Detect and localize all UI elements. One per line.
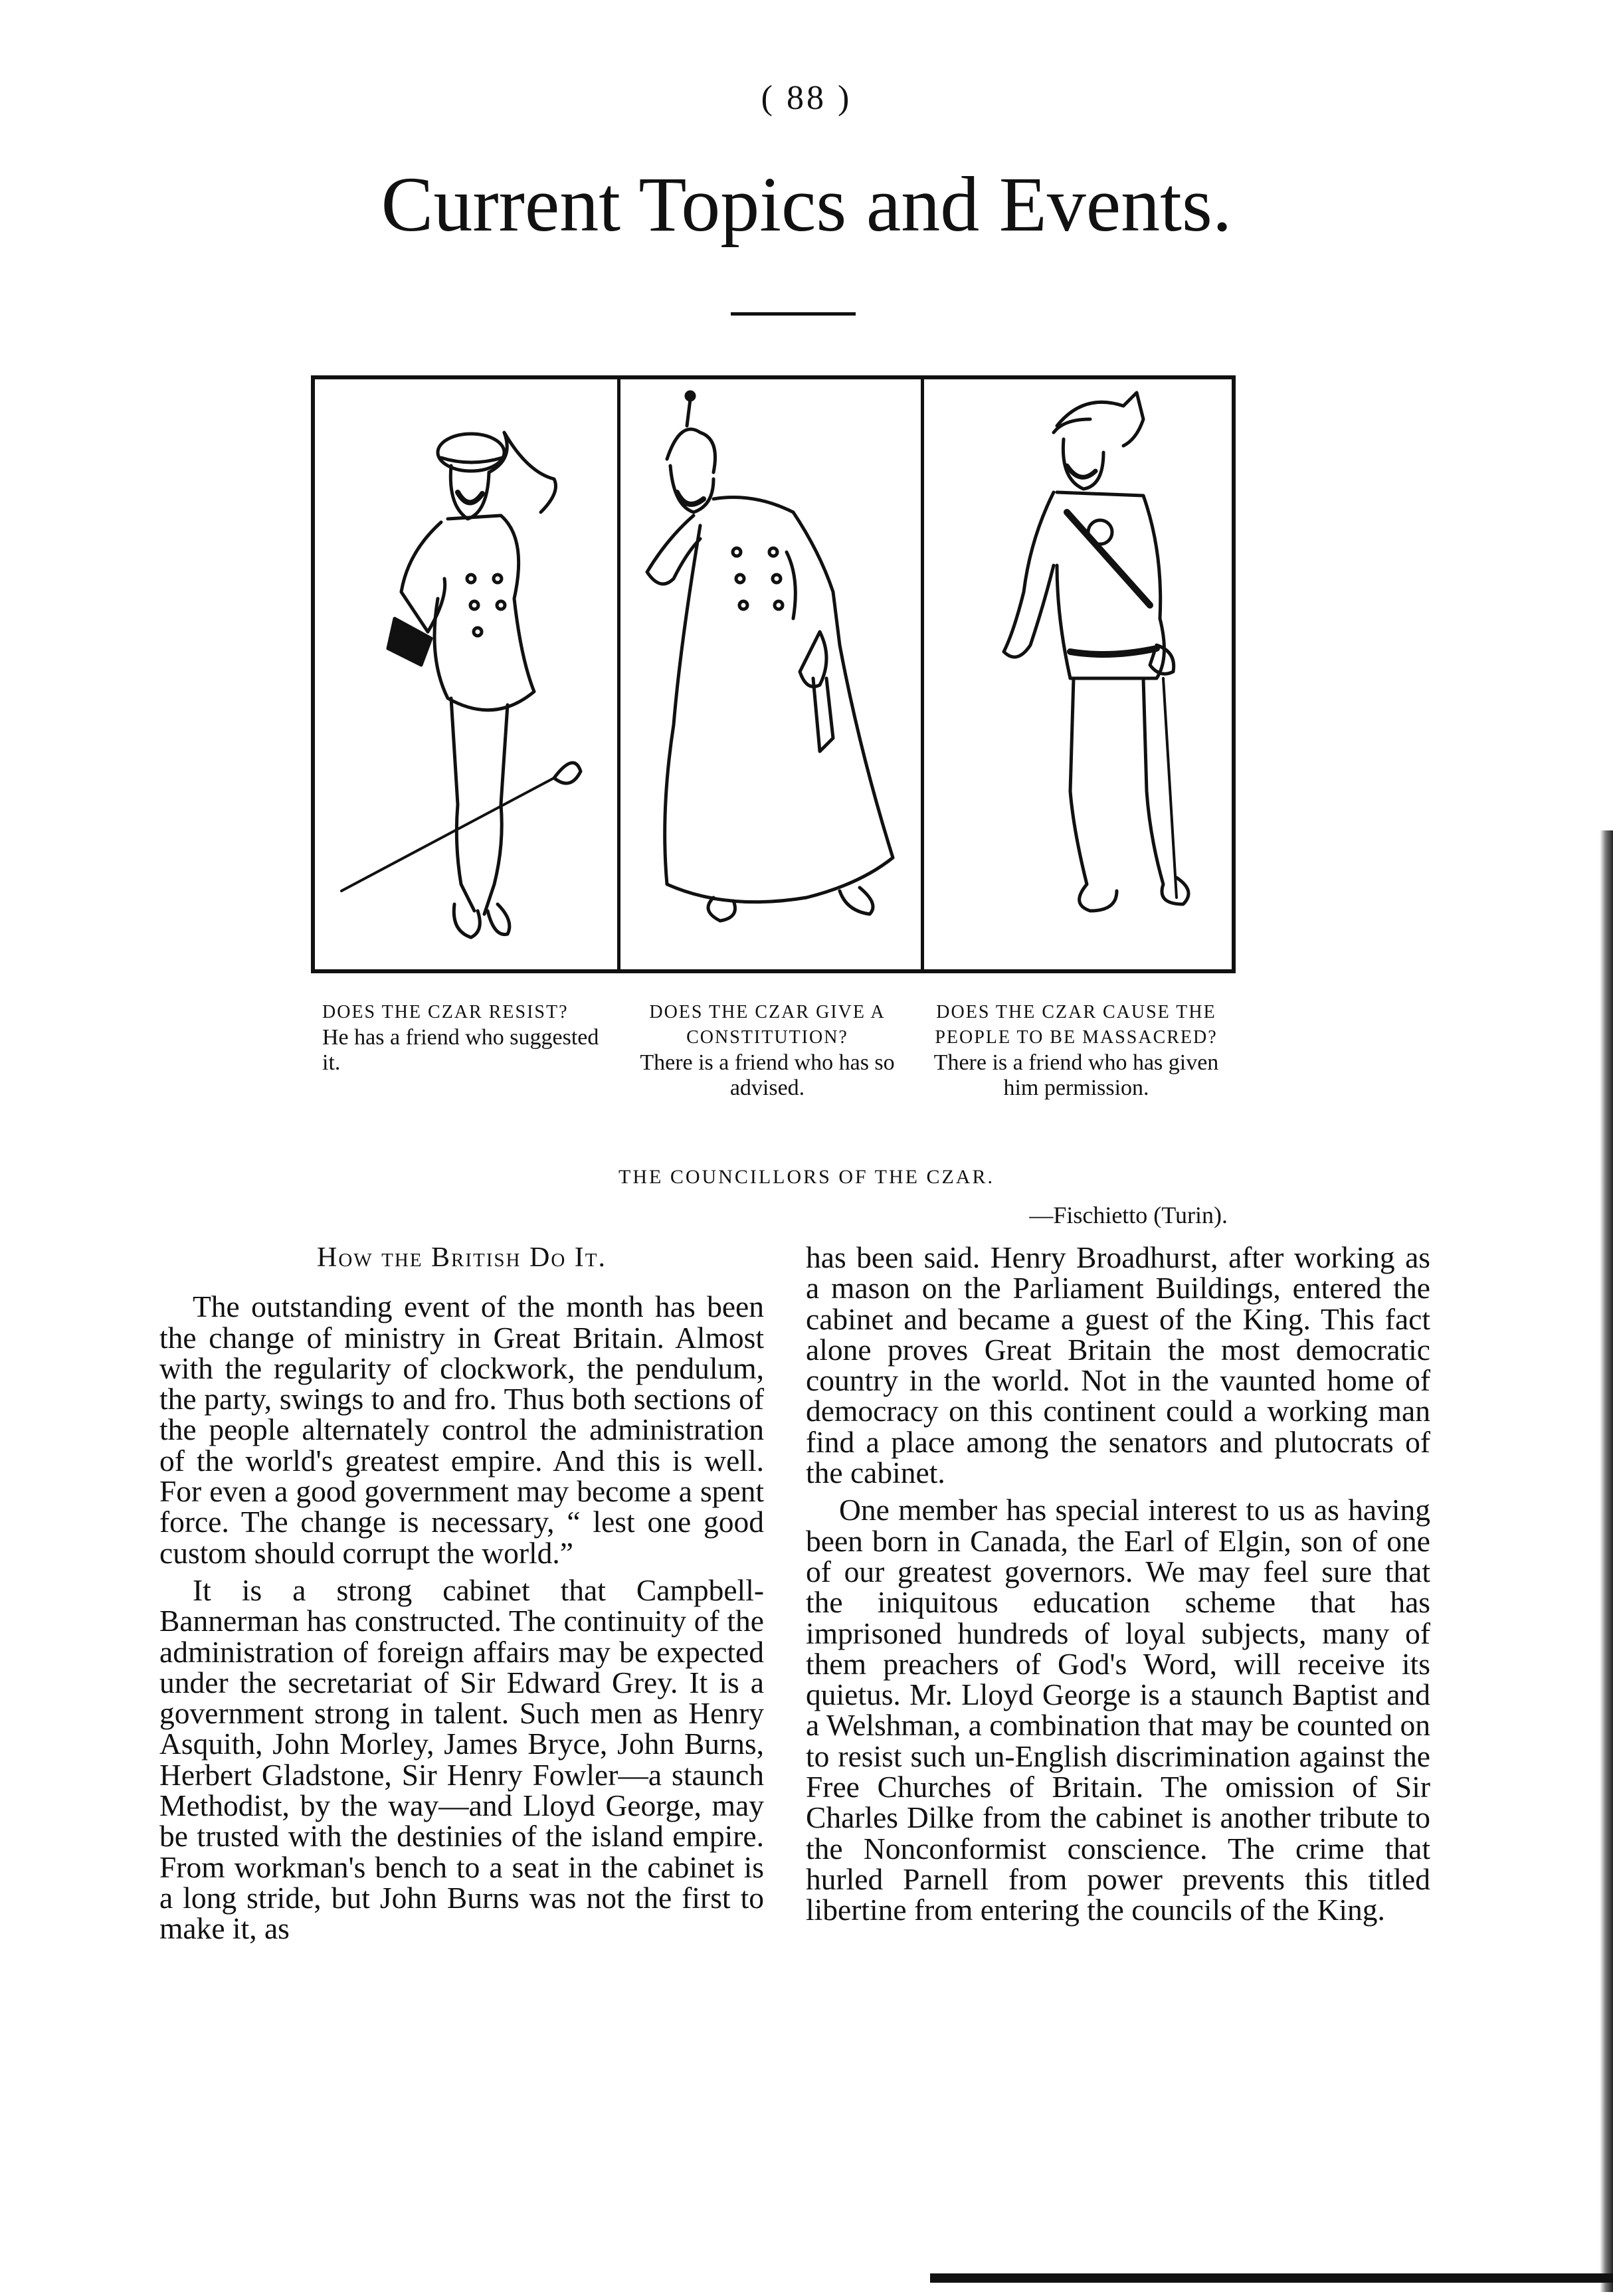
caption-text: There is a friend who has so advised.: [640, 1050, 895, 1100]
caption-panel-1: [322, 1000, 621, 1076]
article-column-right: [806, 1242, 1430, 1926]
cartoon-illustration: [311, 375, 1236, 973]
article-heading: How the British Do It.: [317, 1242, 607, 1273]
caption-panel-2: [638, 1000, 897, 1101]
article-column-left: [159, 1242, 764, 1945]
cartoon-panel-cuirassier: [924, 379, 1232, 969]
cartoon-credit: —Fischietto (Turin).: [1029, 1202, 1228, 1228]
article-paragraph-continued: has been said. Henry Broadhurst, after working as a mason on the Parliament Buildings, entered the cabinet and became a guest of the King. This fact alone proves Great Britain the most democratic country in the world. Not in the vaunted home of democracy on this continent could a working man find a place among the senators and plutocrats of the cabinet.: [806, 1240, 1430, 1490]
cartoon-series-title: THE COUNCILLORS OF THE CZAR.: [618, 1166, 995, 1188]
caption-heading: DOES THE CZAR RESIST?: [322, 1002, 569, 1022]
cartoon-panel-officer-long-coat: [620, 379, 921, 969]
article-paragraph: It is a strong cabinet that Campbell-Bannerman has constructed. The continuity of the administration of foreign affairs may be expected under the secretariat of Sir Edward Grey. It is a government strong in talent. Such men as Henry Asquith, John Morley, James Bryce, John Burns, Herbert Gladstone, Sir Henry Fowler—a staunch Methodist, by the way—and Lloyd George, may be trusted with the destinies of the island empire. From workman's bench to a seat in the cabinet is a long stride, but John Burns was not the first to make it, as: [159, 1573, 764, 1946]
caption-text: There is a friend who has given him permission.: [933, 1050, 1219, 1100]
page-title: Current Topics and Events.: [381, 161, 1232, 248]
article-paragraph: The outstanding event of the month has been the change of ministry in Great Britain. Almost with the regularity of clockwork, the pendulum, the party, swings to and fro. Thus both sections of the people alternately control the administration of the world's greatest empire. And this is well. For even a good government may become a spent force. The change is necessary, “ lest one good custom should corrupt the world.”: [159, 1290, 764, 1570]
cartoon-panel-officer-saluting: [315, 379, 617, 969]
scan-edge-shadow: [1589, 830, 1613, 2292]
title-rule: [731, 312, 856, 316]
caption-heading: DOES THE CZAR CAUSE THE PEOPLE TO BE MASSACRED?: [935, 1002, 1218, 1048]
scan-bottom-edge: [930, 2273, 1613, 2283]
caption-heading: DOES THE CZAR GIVE A CONSTITUTION?: [649, 1002, 886, 1048]
page-number: ( 88 ): [761, 79, 852, 117]
article-paragraph: One member has special interest to us as having been born in Canada, the Earl of Elgin, son of one of our greatest governors. We may feel sure that the iniquitous education scheme that has imprisoned hundreds of loyal subjects, many of them preachers of God's Word, will receive its quietus. Mr. Lloyd George is a staunch Baptist and a Welshman, a combination that may be counted on to resist such un-English discrimination against the Free Churches of Britain. The omission of Sir Charles Dilke from the cabinet is another tribute to the Nonconformist conscience. The crime that hurled Parnell from power prevents this titled libertine from entering the councils of the King.: [806, 1493, 1430, 1927]
caption-panel-3: [920, 1000, 1232, 1101]
caption-text: He has a friend who suggested it.: [322, 1025, 599, 1075]
